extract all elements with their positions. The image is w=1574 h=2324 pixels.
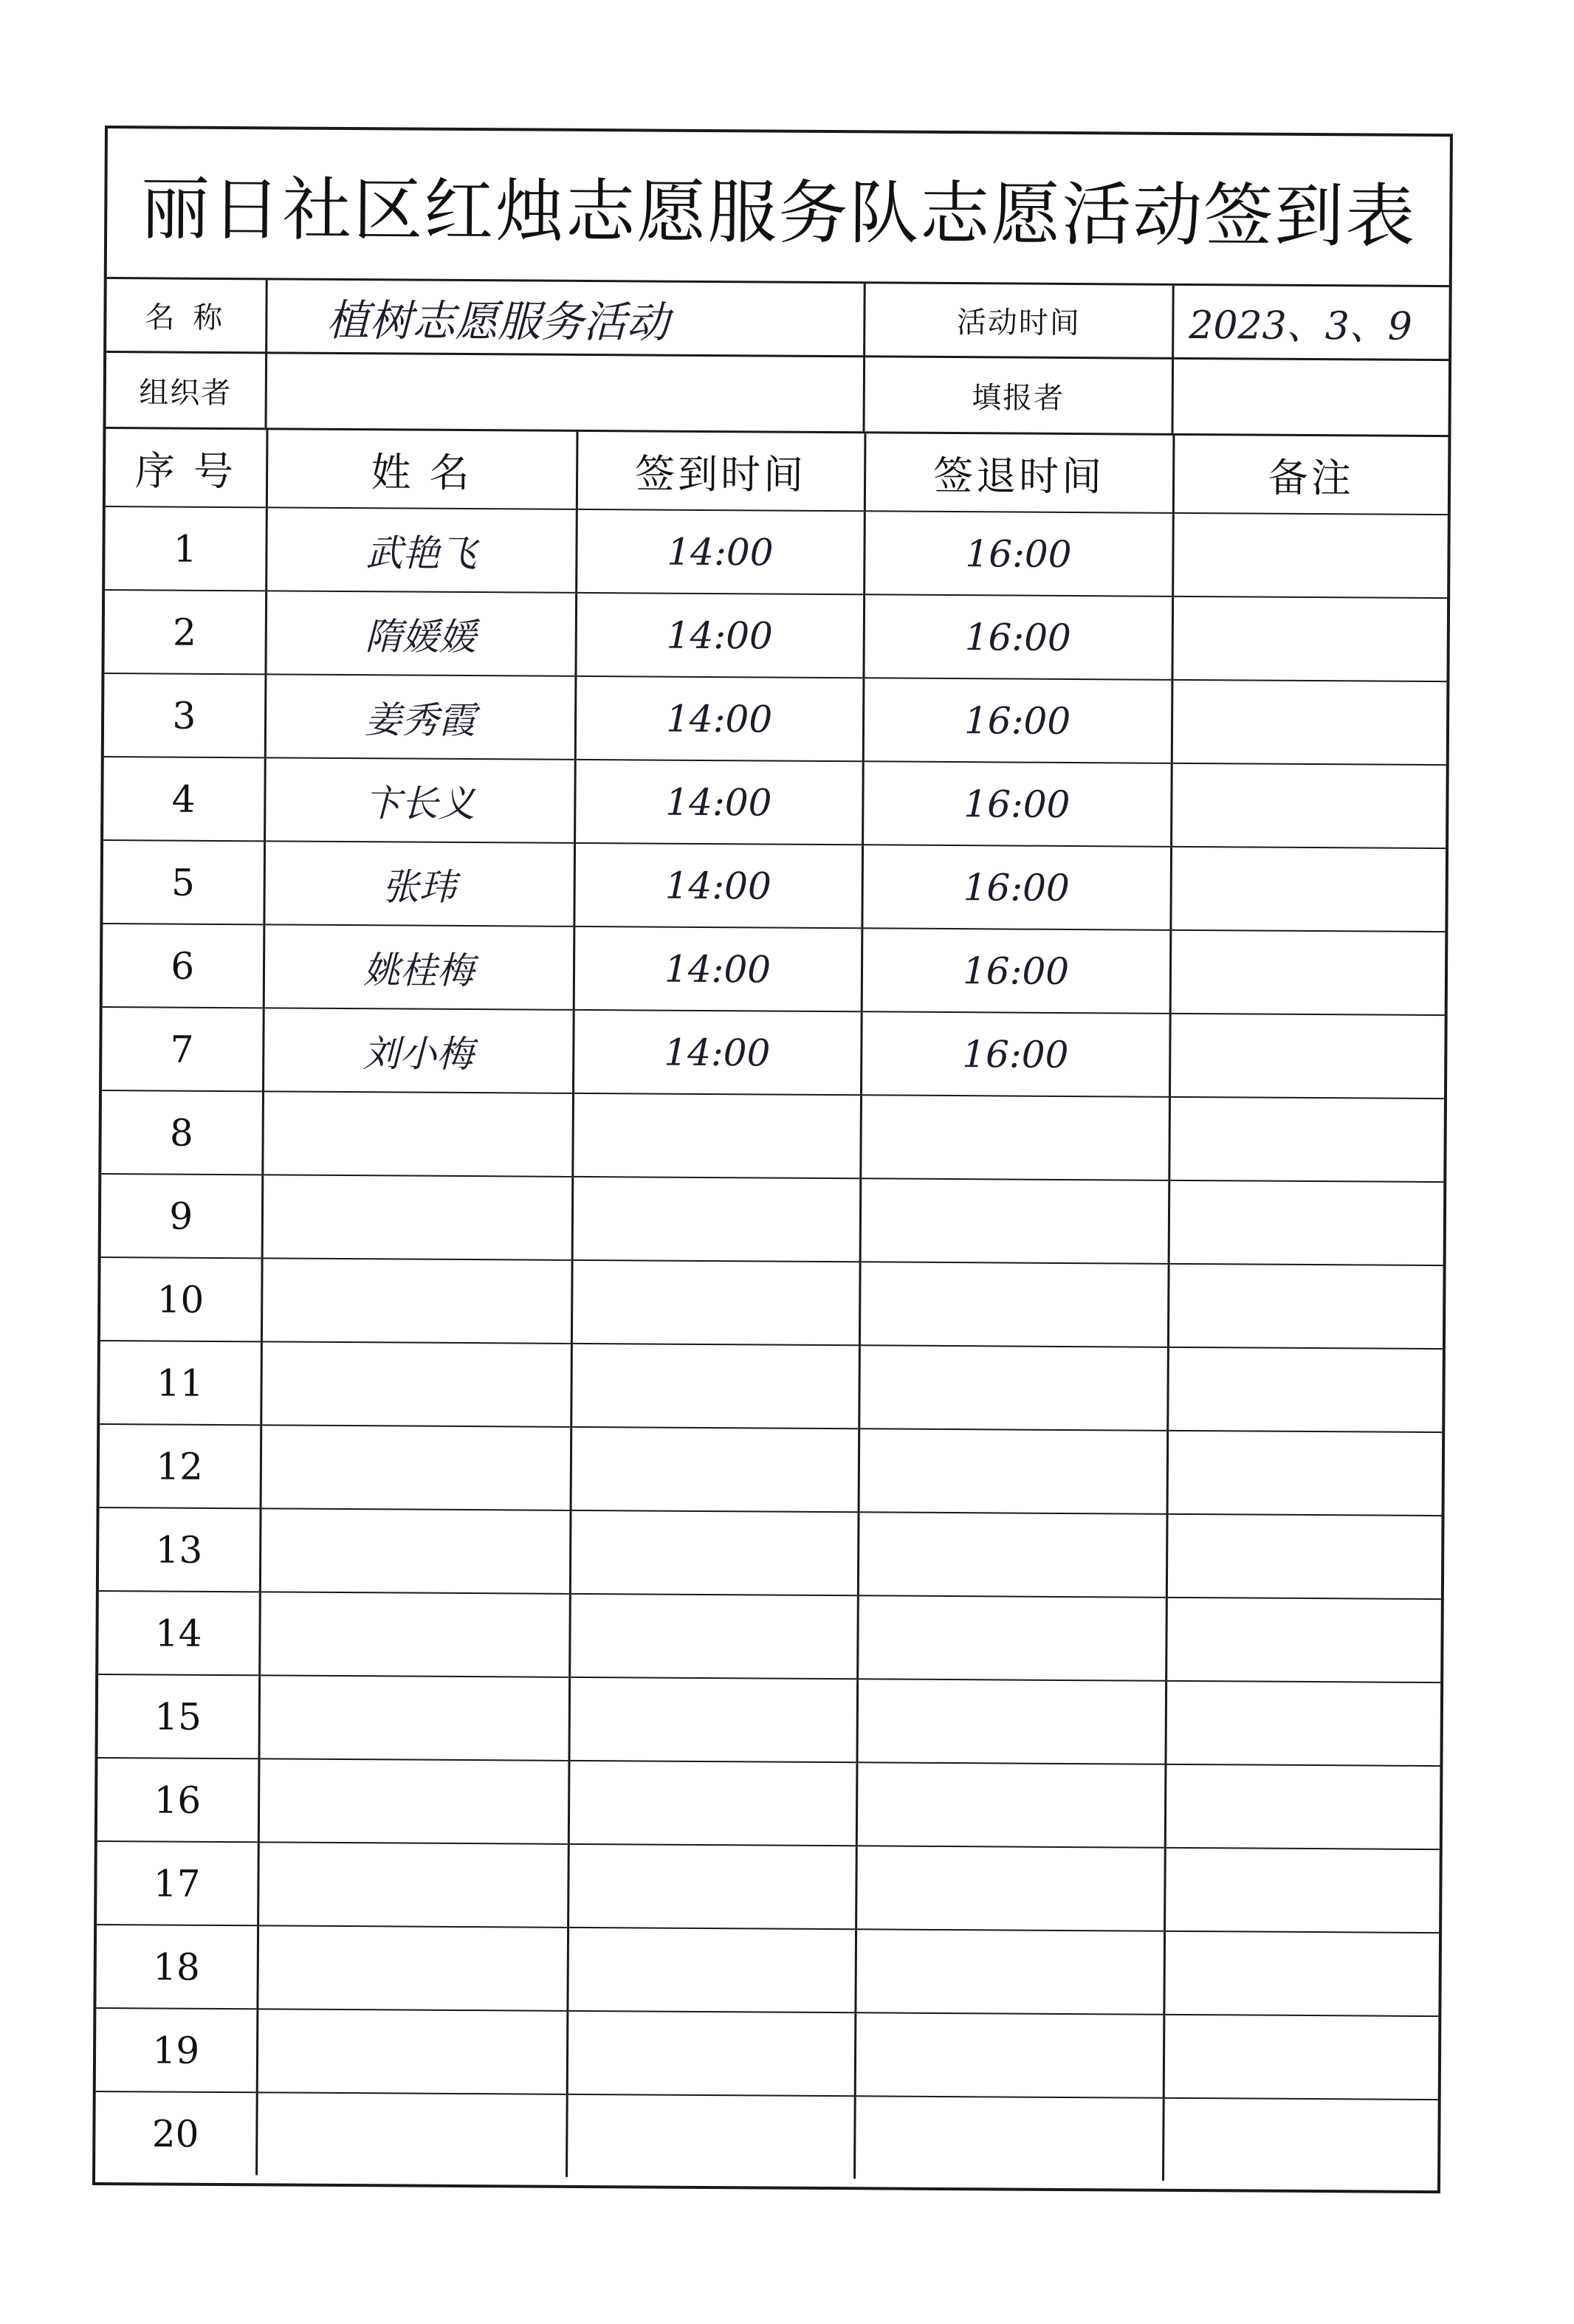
sign-in-time [568, 1677, 857, 1762]
sign-in-time: 14:00 [575, 676, 864, 761]
table-header-row [106, 429, 1448, 515]
sign-out-time [856, 1846, 1165, 1931]
sign-out-time [858, 1512, 1167, 1598]
sign-in-time [570, 1510, 859, 1595]
sign-in-time [571, 1260, 860, 1345]
sign-in-time [568, 1761, 857, 1846]
volunteer-name [256, 2092, 567, 2177]
sign-out-time: 16:00 [862, 928, 1171, 1014]
sign-out-time: 16:00 [861, 1011, 1170, 1097]
row-number: 13 [99, 1507, 261, 1592]
table-row [97, 1674, 1440, 1766]
note-cell [1164, 1931, 1439, 2016]
sign-in-time: 14:00 [573, 1010, 862, 1095]
volunteer-name: 姚桂梅 [264, 924, 574, 1010]
sign-in-time [567, 1928, 856, 2012]
column-header-sign-in: 签到时间 [577, 432, 865, 511]
sign-out-time: 16:00 [863, 678, 1172, 763]
table-row [101, 1090, 1444, 1182]
sign-out-time [854, 2096, 1164, 2181]
note-cell [1164, 2015, 1439, 2100]
volunteer-name [261, 1341, 571, 1427]
table-row [105, 506, 1448, 598]
row-number: 18 [96, 1925, 258, 2009]
sign-in-time: 14:00 [574, 760, 863, 845]
volunteer-name [257, 1925, 568, 2011]
table-row [97, 1841, 1440, 1933]
note-cell [1165, 1681, 1440, 1766]
volunteer-name [262, 1175, 573, 1260]
column-header-sign-out: 签退时间 [865, 433, 1174, 513]
reporter-value [1173, 360, 1448, 435]
note-cell [1172, 513, 1448, 598]
row-number: 16 [97, 1758, 259, 1842]
table-row [103, 924, 1446, 1015]
note-cell [1167, 1347, 1443, 1432]
sign-out-time [859, 1429, 1168, 1514]
table-row [103, 757, 1446, 848]
column-header-number: 序 号 [106, 429, 267, 507]
table-row [104, 673, 1447, 765]
organizer-label: 组织者 [106, 353, 268, 427]
note-cell [1167, 1431, 1443, 1516]
volunteer-name [258, 1759, 569, 1844]
title-row [107, 128, 1450, 287]
note-cell [1169, 1097, 1444, 1182]
row-number: 3 [104, 673, 266, 757]
note-cell [1168, 1264, 1443, 1349]
volunteer-name [262, 1091, 573, 1177]
sign-in-time [569, 1594, 858, 1679]
sign-in-time [571, 1344, 859, 1429]
sign-out-time: 16:00 [862, 845, 1171, 930]
row-number: 9 [101, 1174, 263, 1258]
sign-out-time [859, 1345, 1168, 1431]
row-number: 8 [101, 1090, 263, 1175]
row-number: 17 [97, 1841, 258, 1925]
sign-out-time [856, 1679, 1166, 1764]
sign-in-sheet [92, 126, 1453, 2193]
reporter-label: 填报者 [865, 357, 1174, 433]
volunteer-name: 隋媛媛 [265, 591, 576, 676]
volunteer-name [257, 2009, 568, 2094]
sign-in-time: 14:00 [576, 509, 865, 594]
row-number: 4 [103, 757, 265, 841]
sign-in-time: 14:00 [574, 843, 862, 928]
table-body [95, 506, 1448, 2182]
row-number: 1 [105, 506, 267, 591]
activity-time-label: 活动时间 [865, 283, 1175, 360]
volunteer-name [260, 1508, 571, 1594]
row-number: 2 [104, 590, 266, 674]
meta-section [106, 279, 1448, 437]
table-row [98, 1591, 1441, 1682]
volunteer-name [258, 1842, 568, 1928]
organizer-value [267, 354, 866, 431]
volunteer-name: 武艳飞 [266, 507, 577, 593]
volunteer-name: 刘小梅 [263, 1008, 574, 1093]
table-row [100, 1341, 1443, 1432]
row-number: 10 [100, 1257, 262, 1341]
sign-out-time [856, 1762, 1166, 1848]
sign-in-time [571, 1427, 859, 1512]
sign-out-time [857, 1595, 1166, 1681]
note-cell [1169, 1180, 1444, 1265]
note-cell [1164, 1848, 1440, 1933]
note-cell [1165, 1764, 1440, 1849]
table-row [95, 2091, 1438, 2182]
volunteer-name [258, 1675, 569, 1761]
note-cell [1166, 1514, 1442, 1599]
note-cell [1171, 763, 1446, 848]
note-cell [1170, 930, 1446, 1015]
table-row [97, 1758, 1440, 1849]
table-row [102, 1007, 1445, 1099]
sign-out-time [855, 2012, 1164, 2098]
table-row [104, 590, 1447, 681]
sign-out-time [855, 1929, 1164, 2015]
row-number: 7 [102, 1007, 264, 1091]
sign-out-time: 16:00 [862, 761, 1172, 847]
sign-in-time [566, 2094, 855, 2179]
row-number: 6 [103, 924, 264, 1008]
sign-in-time: 14:00 [575, 593, 864, 678]
row-number: 19 [96, 2008, 258, 2092]
note-cell [1166, 1598, 1441, 1682]
column-header-note: 备注 [1173, 436, 1448, 515]
sign-in-time: 14:00 [574, 926, 862, 1011]
activity-name-label: 名 称 [106, 279, 268, 354]
activity-time-value: 2023、3、9 [1174, 286, 1449, 361]
row-number: 15 [97, 1674, 259, 1759]
table-row [100, 1424, 1443, 1516]
sign-out-time: 16:00 [864, 511, 1173, 597]
note-cell [1172, 680, 1447, 765]
note-cell [1169, 1014, 1445, 1099]
volunteer-name [261, 1425, 571, 1510]
table-row [101, 1174, 1444, 1265]
sign-in-table [95, 429, 1448, 2182]
column-header-name: 姓 名 [267, 430, 577, 509]
note-cell [1170, 847, 1446, 932]
note-cell [1172, 597, 1447, 681]
table-row [96, 1925, 1439, 2016]
volunteer-name: 姜秀霞 [265, 674, 576, 760]
row-number: 12 [100, 1424, 261, 1508]
sign-in-time [572, 1177, 861, 1262]
sign-out-time [860, 1095, 1169, 1180]
volunteer-name [261, 1258, 572, 1344]
row-number: 11 [100, 1341, 261, 1425]
note-cell [1163, 2098, 1438, 2182]
sheet-title: 丽日社区红烛志愿服务队志愿活动签到表 [140, 169, 1417, 258]
table-row [100, 1257, 1443, 1349]
volunteer-name: 张玮 [264, 841, 574, 926]
table-row [96, 2008, 1439, 2100]
sign-out-time [860, 1178, 1169, 1264]
sign-out-time [859, 1262, 1169, 1347]
row-number: 20 [95, 2091, 257, 2175]
sign-out-time: 16:00 [863, 594, 1172, 680]
activity-name-value: 植树志愿服务活动 [267, 280, 866, 357]
table-row [103, 840, 1446, 932]
volunteer-name [259, 1592, 570, 1677]
row-number: 14 [98, 1591, 260, 1675]
row-number: 5 [103, 840, 264, 924]
table-row [99, 1507, 1442, 1599]
sign-in-time [572, 1093, 861, 1178]
sign-in-time [568, 1844, 856, 1929]
sign-in-time [567, 2011, 856, 2096]
volunteer-name: 卞长义 [264, 757, 575, 843]
